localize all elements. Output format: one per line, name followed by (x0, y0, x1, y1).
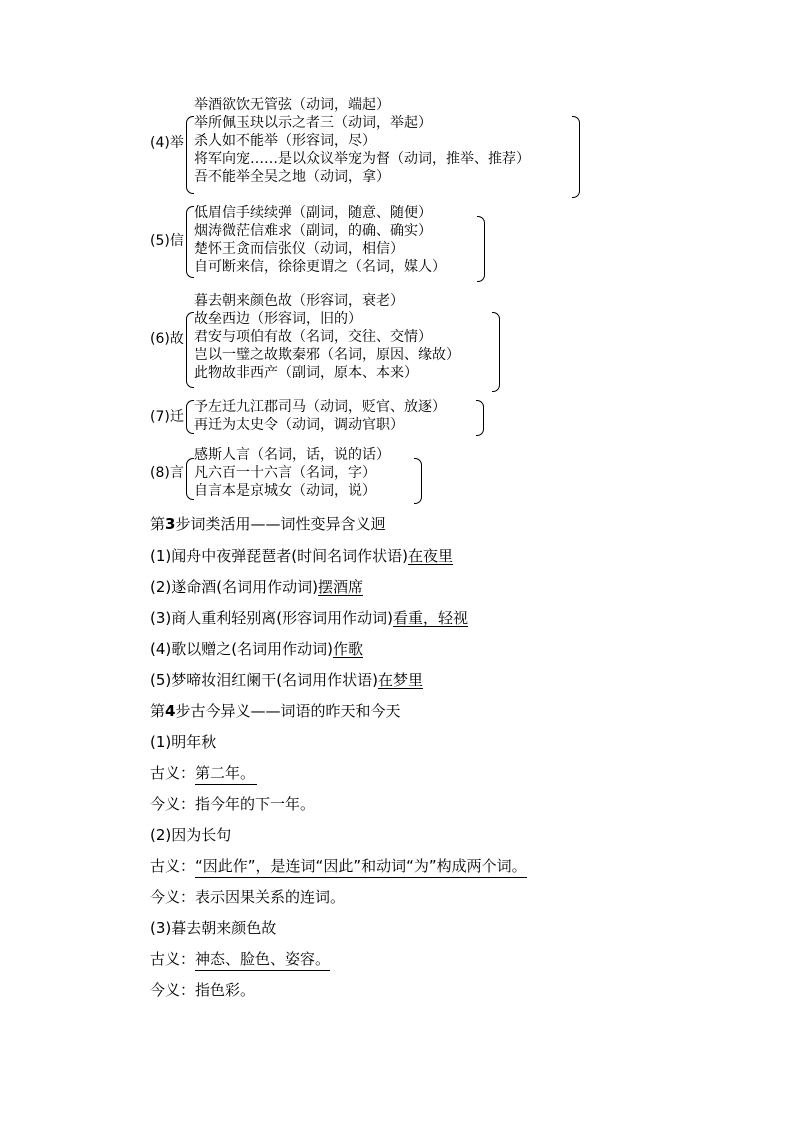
answer-text: 神态、脸色、姿容。 (195, 949, 330, 971)
usage-line: 杀人如不能举（形容词，尽） (194, 133, 376, 149)
answer-text: “因此作”，是连词“因此”和动词“为”构成两个词。 (195, 856, 527, 878)
section-heading-step4: 第4步古今异义——词语的昨天和今天 (150, 702, 401, 720)
usage-line: 岂以一璧之故欺秦邪（名词，原因、缘故） (194, 347, 460, 363)
usage-line: 举酒欲饮无管弦（动词，端起） (194, 97, 390, 113)
usage-line: 暮去朝来颜色故（形容词，衰老） (194, 293, 404, 309)
left-brace (186, 312, 194, 388)
section-heading-step3: 第3步词类活用——词性变异含义迥 (150, 515, 386, 533)
group-label: (6)故 (150, 331, 184, 347)
usage-line: 楚怀王贪而信张仪（动词，相信） (194, 241, 404, 257)
group-label: (8)言 (150, 465, 184, 481)
list-item: (1)闻舟中夜弹琵琶者(时间名词作状语)在夜里 (150, 547, 453, 565)
term-title: (2)因为长句 (150, 826, 232, 844)
list-item: (4)歌以赠之(名词用作动词)作歌 (150, 640, 363, 658)
list-item: (3)商人重利轻别离(形容词用作动词)看重，轻视 (150, 609, 468, 627)
usage-line: 低眉信手续续弹（副词，随意、随便） (194, 205, 432, 221)
ancient-meaning: 古义：“因此作”，是连词“因此”和动词“为”构成两个词。 (150, 856, 527, 878)
ancient-meaning: 古义：神态、脸色、姿容。 (150, 949, 330, 971)
usage-line: 烟涛微茫信难求（副词，的确、确实） (194, 223, 432, 239)
right-brace (477, 216, 485, 282)
usage-line: 君安与项伯有故（名词，交往、交情） (194, 329, 432, 345)
group-label: (4)举 (150, 135, 184, 151)
answer-text: 看重，轻视 (392, 609, 468, 627)
usage-line: 故垒西边（形容词，旧的） (194, 311, 362, 327)
usage-line: 予左迁九江郡司马（动词，贬官、放逐） (194, 399, 446, 415)
left-brace (186, 116, 194, 194)
step-number: 4 (165, 702, 176, 720)
answer-text: 在梦里 (377, 671, 423, 689)
right-brace (414, 458, 422, 504)
answer-text: 第二年。 (195, 763, 257, 785)
usage-line: 此物故非西产（副词，原本、本来） (194, 365, 418, 381)
answer-text: 作歌 (332, 640, 363, 658)
modern-meaning: 今义：表示因果关系的连词。 (150, 888, 346, 906)
group-lines (194, 204, 446, 276)
group-lines (194, 96, 530, 186)
right-brace (476, 400, 484, 436)
term-title: (1)明年秋 (150, 733, 217, 751)
group-lines (194, 446, 390, 500)
term-title: (3)暮去朝来颜色故 (150, 919, 277, 937)
left-brace (186, 206, 194, 278)
usage-line: 吾不能举全吴之地（动词，拿） (194, 169, 390, 185)
modern-meaning: 今义：指今年的下一年。 (150, 795, 316, 813)
usage-line: 将军向宠……是以众议举宠为督（动词，推举、推荐） (194, 151, 530, 167)
answer-text: 在夜里 (407, 547, 453, 565)
step-number: 3 (165, 515, 176, 533)
left-brace (186, 458, 194, 500)
group-lines (194, 398, 446, 434)
usage-line: 自可断来信，徐徐更谓之（名词，媒人） (194, 259, 446, 275)
usage-line: 凡六百一十六言（名词，字） (194, 465, 376, 481)
usage-line: 自言本是京城女（动词，说） (194, 483, 376, 499)
usage-line: 再迁为太史令（动词，调动官职） (194, 417, 404, 433)
usage-line: 感斯人言（名词，话，说的话） (194, 447, 390, 463)
right-brace (572, 116, 580, 198)
answer-text: 摆酒席 (317, 578, 363, 596)
right-brace (492, 312, 500, 392)
modern-meaning: 今义：指色彩。 (150, 981, 256, 999)
group-label: (5)信 (150, 233, 184, 249)
ancient-meaning: 古义：第二年。 (150, 763, 257, 785)
list-item: (5)梦啼妆泪红阑干(名词用作状语)在梦里 (150, 671, 423, 689)
list-item: (2)遂命酒(名词用作动词)摆酒席 (150, 578, 363, 596)
group-lines (194, 292, 460, 382)
left-brace (186, 400, 194, 434)
group-label: (7)迁 (150, 409, 184, 425)
usage-line: 举所佩玉玦以示之者三（动词，举起） (194, 115, 432, 131)
